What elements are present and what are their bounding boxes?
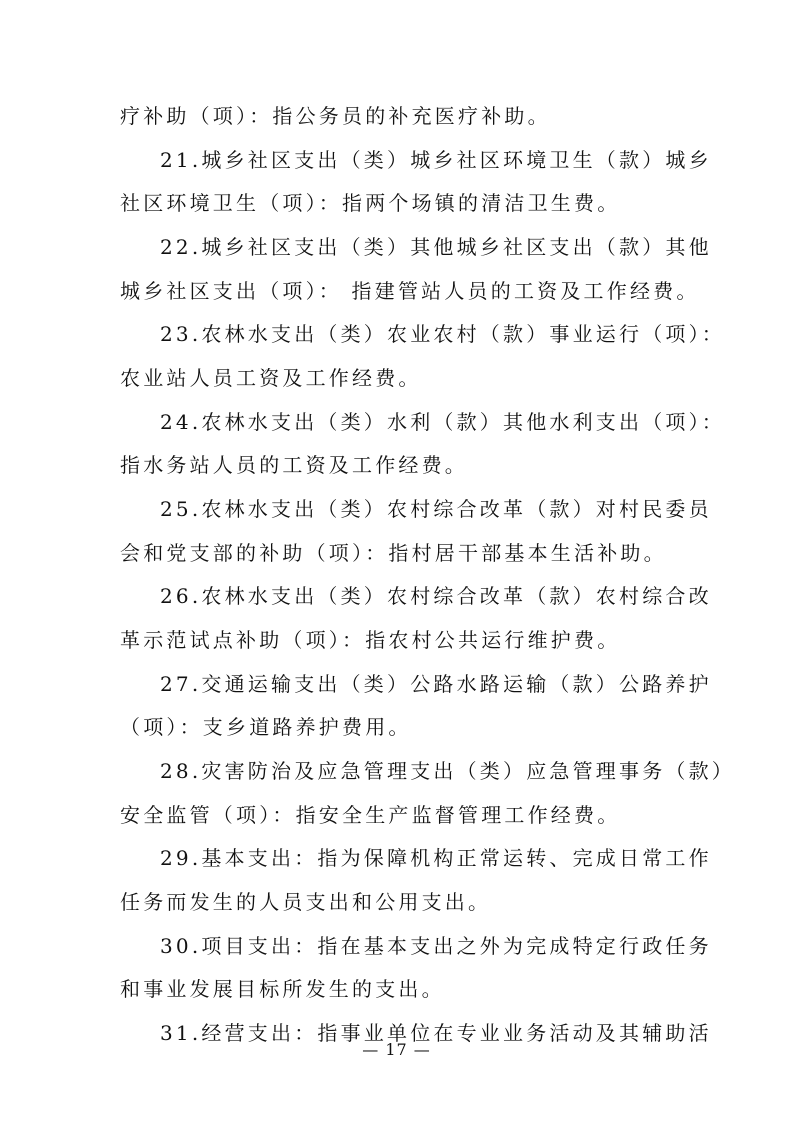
text-line: 21.城乡社区支出（类）城乡社区环境卫生（款）城乡 — [160, 148, 712, 172]
text-line: 革示范试点补助（项）：指农村公共运行维护费。 — [120, 628, 621, 652]
text-line: 农业站人员工资及工作经费。 — [120, 366, 422, 390]
text-line: 24.农林水支出（类）水利（款）其他水利支出（项）： — [160, 410, 726, 434]
text-line: 和事业发展目标所发生的支出。 — [120, 977, 445, 1001]
text-line: （项）：支乡道路养护费用。 — [120, 715, 412, 739]
text-line: 29.基本支出：指为保障机构正常运转、完成日常工作 — [160, 846, 712, 870]
text-line: 27.交通运输支出（类）公路水路运输（款）公路养护 — [160, 672, 712, 696]
text-line: 25.农林水支出（类）农村综合改革（款）对村民委员 — [160, 497, 712, 521]
text-line: 26.农林水支出（类）农村综合改革（款）农村综合改 — [160, 584, 712, 608]
text-line: 23.农林水支出（类）农业农村（款）事业运行（项）： — [160, 322, 726, 346]
text-line: 指水务站人员的工资及工作经费。 — [120, 453, 468, 477]
text-line: 30.项目支出：指在基本支出之外为完成特定行政任务 — [160, 934, 712, 958]
text-line: 疗补助（项）：指公务员的补充医疗补助。 — [120, 104, 551, 128]
text-line: 28.灾害防治及应急管理支出（类）应急管理事务（款） — [160, 759, 736, 783]
text-line: 22.城乡社区支出（类）其他城乡社区支出（款）其他 — [160, 235, 712, 259]
text-line: 31.经营支出：指事业单位在专业业务活动及其辅助活 — [160, 1021, 712, 1045]
page-number: — 17 — — [362, 1040, 431, 1059]
text-line: 社区环境卫生（项）：指两个场镇的清洁卫生费。 — [120, 191, 621, 215]
text-line: 安全监管（项）：指安全生产监督管理工作经费。 — [120, 803, 621, 827]
text-line: 城乡社区支出（项）： 指建管站人员的工资及工作经费。 — [120, 279, 700, 303]
text-line: 任务而发生的人员支出和公用支出。 — [120, 890, 492, 914]
text-line: 会和党支部的补助（项）：指村居干部基本生活补助。 — [120, 541, 667, 565]
